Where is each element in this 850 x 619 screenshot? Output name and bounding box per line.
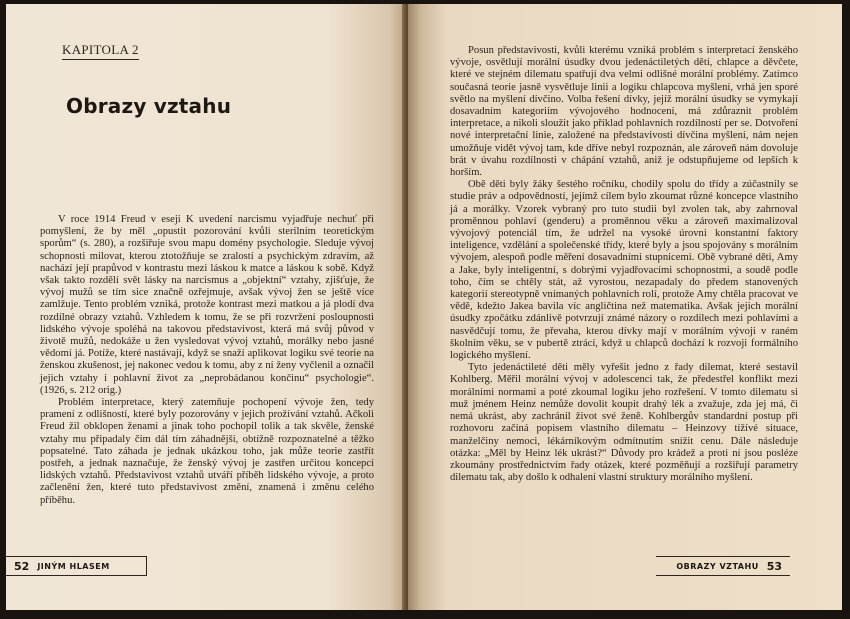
paragraph: Tyto jedenáctileté děti měly vyřešit jedno z řady dilemat, které sestavil Kohlberg. Měřil morální vývoj v adolescenci tak, že předestřel konflikt mezi morálními normami a poté zkoumal logiku jeho rozřešení. V tomto dilematu si muž jménem Heinz nemůže dovolit koupit drahý lék a zvažuje, zda jej má, či nemá ukrást, aby zachránil život své ženě. Kohlbergův standardní postup při rozhovoru začíná popisem vlastního dilematu – Heinzovy tížívé situace, manželčiny nemoci, lékárníkovým odmítnutím snížit cenu. Dále následuje otázka: „Měl by Heinz lék ukrást?“ Důvody pro krádež a proti ní jsou posléze zkoumány prostřednictvím řady otázek, které pozměňují a rozšiřují parametry dilematu tak, aby došlo k odhalení vlastní struktury morálního myšlení.: [450, 362, 798, 484]
left-body-text: [40, 214, 374, 507]
running-head: JINÝM HLASEM: [37, 561, 110, 571]
paragraph: V roce 1914 Freud v eseji K uvedení narcismu vyjadřuje nechuť při pomyšlení, že by měl „opustit pozorování kvůli sterilním teoretickým sporům“ (s. 280), a rozšiřuje svou mapu domény psychologie. Sleduje vývoj schopnosti milovat, kterou ztotožňuje se zralostí a psychickým zdravím, až nachází její prapůvod v kontrastu mezi láskou k matce a láskou k sobě. Když však takto rozdělí svět lásky na narcismus a „objektní“ vztahy, zjišťuje, že vývoj mužů se tím sice značně ozřejmuje, avšak vývoj žen se ještě více zamlžuje. Tento problém vzniká, protože kontrast mezi matkou a já plodí dva rozdílné obrazy vztahů. Vzhledem k tomu, že se při rozvržení posloupnosti lidského vývoje spoléhá na takovou představivost, která má svůj původ v životě mužů, nedokáže u žen vysledovat vývoj vztahů, morálky nebo jasné vědomí já. Potíže, které nastávají, když se snaží aplikovat logiku své teorie na ženskou zkušenost, jej nakonec vedou k tomu, aby z ní ženy vyčlenil a označil jejich vztahy i pohlavní život za „neprobádanou končinu“ psychologie“. (1926, s. 212 orig.): [40, 214, 374, 396]
right-page: [408, 4, 842, 610]
left-page: [6, 4, 406, 610]
page-number: 53: [766, 559, 782, 573]
chapter-label: KAPITOLA 2: [62, 42, 139, 60]
paragraph: Posun představivosti, kvůli kterému vzniká problém s interpretací ženského vývoje, osvětlují morální úsudky dvou jedenáctiletých dětí, chlapce a děvčete, které ve stejném dilematu spatřují dva velmi odlišné morální problémy. Zatímco současná teorie jasně vysvětluje linii a logiku chlapcova myšlení, vrhá jen sporé světlo na myšlení dívčino. Volba řešení dívky, jejíž morální úsudky se vymykají dosavadním kategoriím vývojového hodnocení, má zdůraznit problém interpretace, a nikoli sloužit jako příklad pohlavních rozdílností per se. Dotvoření nové interpretační linie, založené na představivosti dívčina myšlení, nám nejen umožňuje vidět vývoj tam, kde dříve nebyl rozpoznán, ale zároveň nám dovoluje brát v úvahu rozdílnosti v chápání vztahů, aniž je odstupňujeme od lepších k horším.: [450, 45, 798, 179]
chapter-title: Obrazy vztahu: [66, 94, 232, 118]
right-footer: [656, 556, 790, 576]
running-head: OBRAZY VZTAHU: [676, 561, 759, 571]
paragraph: Obě děti byly žáky šestého ročníku, chodily spolu do třídy a zúčastnily se studie práv a odpovědností, jejímž cílem bylo zkoumat různé koncepce vlastního já a morálky. Vzorek vybraný pro tuto studii byl zvolen tak, aby zahrnoval proměnnou pohlaví (genderu) a proměnnou věku a zároveň maximalizoval vývojový potenciál tím, že udržel na vysoké úrovni konstantní faktory inteligence, vzdělání a společenské třídy, které byly a jsou spojovány s morálním vývojem, alespoň podle měření dosavadními stupnicemi. Obě vybrané děti, Amy a Jake, byly inteligentní, s dobrými vyjadřovacími schopnostmi, a soudě podle toho, čím se chtěly stát, až vyrostou, nezapadaly do předem stanovených kategorií stereotypně vnímaných pohlavních rolí, protože Amy chtěla pracovat ve vědě, kdežto Jakea bavila víc angličtina než matematika. Avšak jejich morální úsudky zpočátku zdánlivě potvrzují známé názory o rozdílech mezi pohlavími a nasvědčují tomu, že převaha, kterou dívky mají v morálním vývoji v raném školním věku, se v pubertě ztrácí, když u chlapců dochází k rozvoji formálního logického myšlení.: [450, 179, 798, 362]
book-spread: [6, 4, 842, 610]
left-footer: [6, 556, 147, 576]
page-number: 52: [14, 559, 30, 573]
paragraph: Problém interpretace, který zatemňuje pochopení vývoje žen, tedy pramení z odlišností, které byly pozorovány v jejich prožívání vztahů. Ačkoli Freud žil obklopen ženami a jinak toho pochopil tolik a tak skvěle, ženské vztahy mu připadaly čím dál tím záhadnější, obtížně rozpoznatelné a těžko popsatelné. Tato záhada je jednak ukázkou toho, jak může teorie zastřít postřeh, a jednak naznačuje, že ženský vývoj je zastřen určitou koncepcí lidských vztahů. Představivost vztahů utváří příběh lidského vývoje, a proto začlenění žen, které tuto představivost změní, znamená i změnu celého příběhu.: [40, 397, 374, 506]
right-body-text: [450, 45, 798, 484]
